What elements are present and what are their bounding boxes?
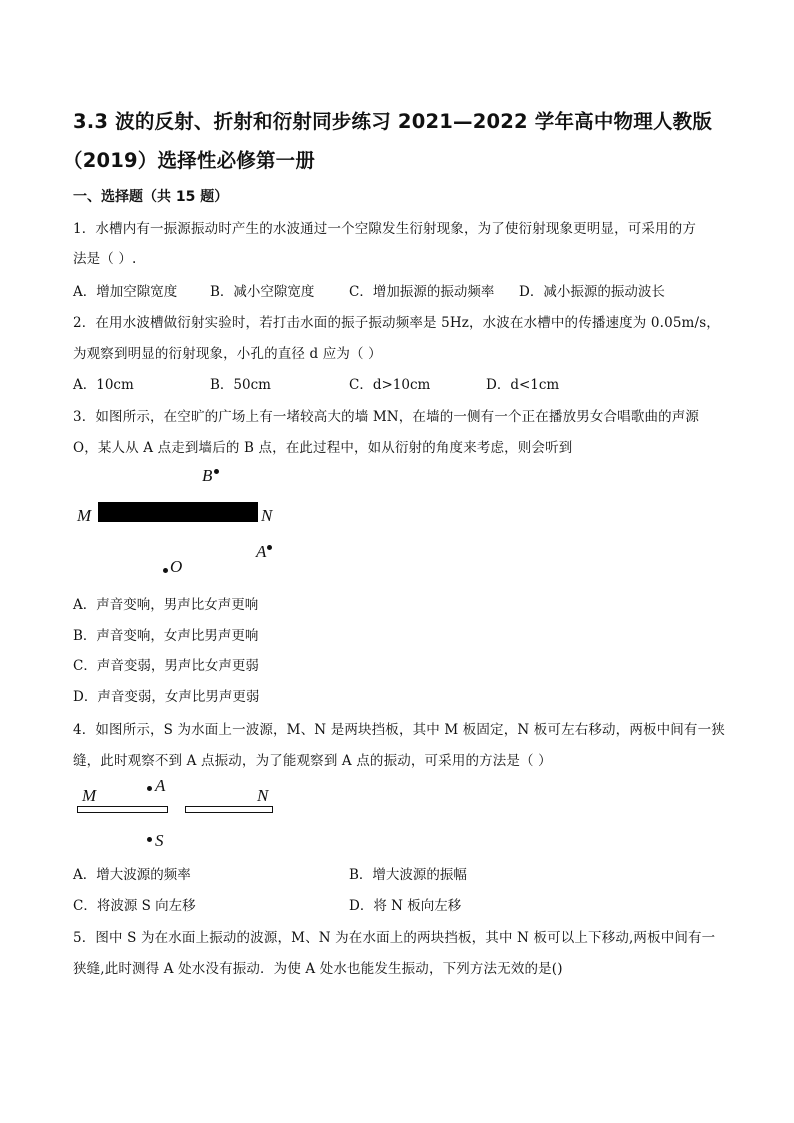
q3-option-d: D．声音变弱，女声比男声更弱 [73,689,260,705]
q3-figure-label-n: N [261,506,273,525]
q1-stem-line-2: 法是（ ）. [73,251,137,267]
q3-figure-label-m: M [77,506,92,525]
q5-stem-line-2: 狭缝,此时测得 A 处水没有振动．为使 A 处水也能发生振动，下列方法无效的是() [73,961,563,977]
q4-figure-label-n: N [257,786,269,805]
q4-point-a [147,786,152,791]
q3-figure-label-a: A [256,542,267,561]
wall-mn [98,502,258,522]
plate-n [185,806,273,813]
q3-point-o [163,568,168,573]
q4-option-c: C．将波源 S 向左移 [73,898,196,914]
q3-option-b: B．声音变响，女声比男声更响 [73,628,259,644]
q1-option-a: A．增加空隙宽度 [73,284,178,300]
q2-stem-line-1: 2．在用水波槽做衍射实验时，若打击水面的振子振动频率是 5Hz，水波在水槽中的传播速度为 0.05m/s， [73,315,720,331]
q1-option-c: C．增加振源的振动频率 [349,284,495,300]
q1-option-d: D．减小振源的振动波长 [519,284,665,300]
q2-option-a: A．10cm [73,377,134,393]
q3-point-a [267,545,272,550]
plate-m [77,806,168,813]
q4-stem-line-2: 缝，此时观察不到 A 点振动，为了能观察到 A 点的振动，可采用的方法是（ ） [73,753,552,769]
q3-option-c: C．声音变弱，男声比女声更弱 [73,658,259,674]
q2-stem-line-2: 为观察到明显的衍射现象，小孔的直径 d 应为（ ） [73,346,382,362]
page-title-line-1: 3.3 波的反射、折射和衍射同步练习 2021—2022 学年高中物理人教版 [73,110,713,133]
section-heading: 一、选择题（共 15 题） [73,189,229,205]
page-title-line-2: （2019）选择性必修第一册 [63,149,316,172]
q5-stem-line-1: 5．图中 S 为在水面上振动的波源，M、N 为在水面上的两块挡板，其中 N 板可以上下移动,两板中间有一 [73,930,716,946]
q3-stem-line-2: O，某人从 A 点走到墙后的 B 点，在此过程中，如从衍射的角度来考虑，则会听到 [73,440,573,456]
q3-figure-label-b: B [202,466,213,485]
q3-point-b [214,469,219,474]
q1-stem-line-1: 1．水槽内有一振源振动时产生的水波通过一个空隙发生衍射现象，为了使衍射现象更明显，可采用的方 [73,221,696,237]
q3-figure-label-o: O [170,557,183,576]
q4-figure-label-m: M [82,786,97,805]
q2-option-c: C．d>10cm [349,377,431,393]
q2-option-d: D．d<1cm [486,377,560,393]
q3-stem-line-1: 3．如图所示，在空旷的广场上有一堵较高大的墙 MN，在墙的一侧有一个正在播放男女合唱歌曲的声源 [73,409,700,425]
q4-option-d: D．将 N 板向左移 [349,898,462,914]
q1-option-b: B．减小空隙宽度 [210,284,315,300]
q4-point-s [147,837,152,842]
q4-stem-line-1: 4．如图所示，S 为水面上一波源，M、N 是两块挡板，其中 M 板固定，N 板可左右移动，两板中间有一狭 [73,722,725,738]
q4-option-a: A．增大波源的频率 [73,867,191,883]
q2-option-b: B．50cm [210,377,271,393]
q4-figure-label-s: S [155,831,164,850]
q4-option-b: B．增大波源的振幅 [349,867,467,883]
q4-figure-label-a: A [155,776,166,795]
q3-option-a: A．声音变响，男声比女声更响 [73,597,259,613]
